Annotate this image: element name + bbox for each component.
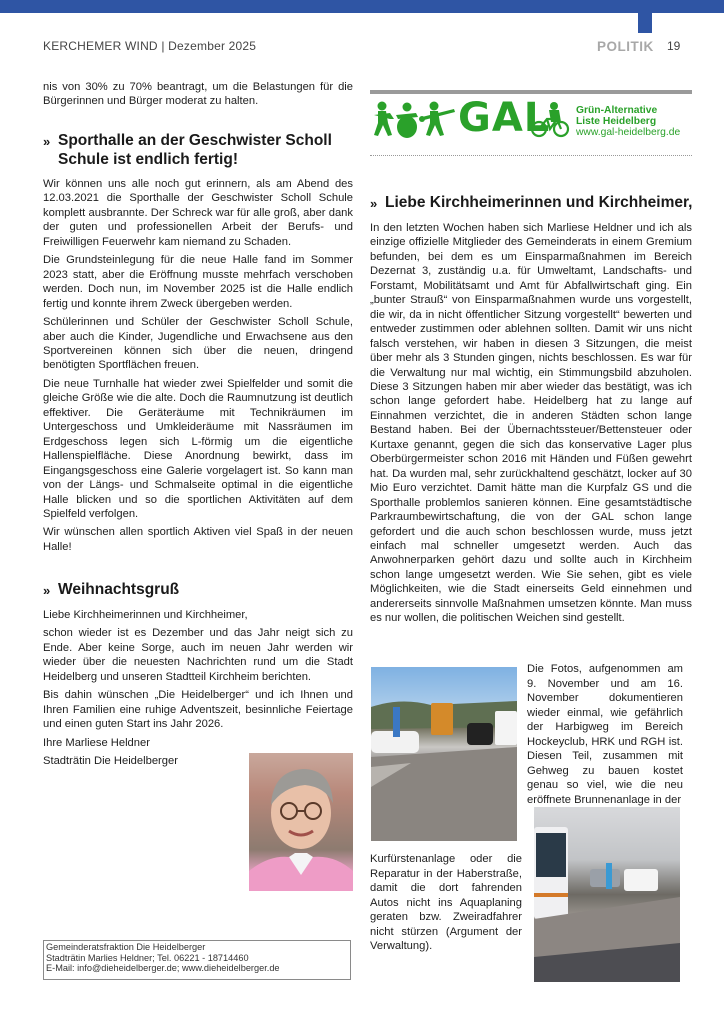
paragraph: schon wieder ist es Dezember und das Jahr neigt sich zu Ende. Aber keine Sorge, auch im neuen Jahr werden wir wieder über die neuesten Nachrichten rund um die Stadt Heidelberg und unseren Stadtteil Kirchheim berichten. <box>43 627 353 683</box>
chevron-icon: » <box>43 583 51 598</box>
chevron-icon: » <box>43 134 51 149</box>
street-photo-harbigweg-2 <box>534 807 680 982</box>
gal-wordmark: GAL <box>458 95 551 141</box>
gal-name-line1: Grün-Alternative <box>576 105 658 116</box>
paragraph: In den letzten Wochen haben sich Marliese Heldner und ich als einzige offizielle Mitglieder des Gemeinderats in einem Gremium befunden, bei dem es um Einsparmaßnahmen im Bereich Dezernat 3, zuständig u.a. für Umweltamt, Landschafts- und Forstamt, Mobilitätsamt und Amt für Abfallwirtschaft ging. Ein „bunter Strauß“ von Einsparmaßnahmen wurde uns vorgestellt, die wir, da in nicht öffentlicher Sitzung vorgestellt“ bewerten und entweder zustimmen oder ablehnen sollten. Damit wir uns nicht falsch verstehen, wir haben in diesen 3 Sitzungen, die meist über mehr als 3 Stunden gingen, nichts beschlossen. Es war für die Verwaltung nur mal wichtig, ein Stimmungsbild abzuholen. Diese 3 Sitzungen haben mir aber wieder das bestätigt, was ich schon lange gefordert habe. Heidelberg hat zu lange auf Einnahmen verzichtet, die in anderen Städten schon lange Bestand haben. Bei der Übernachtssteuer/Bettensteuer oder Kurtaxe genannt, gegen die sich das konservative Lager plus Oberbürgermeister schon 2016 mit Händen und Füßen gewehrt hat. Da wurden mal, sehr zurückhaltend geschätzt, locker auf 30 Mio Euro verzichtet. Damit hätte man die Kurpfalz GS und die Sporthalle problemlos sanieren können. Eine gesamtstädtische Parkraumbewirtschaftung, die von der GAL schon lange gefordert und die auch schon beschlossen wurde, muss jetzt einfach mal schneller umgesetzt werden. Auch das Anwohnerparken gehört dazu und sollte auch in Kirchheim schon lange umgesetzt werden. Wie Sie sehen, gibt es viele Möglichkeiten, wie die Stadt einerseits Geld einnehmen und andererseits sinnvolle Maßnahmen umsetzen könnte. Man muss es nur wollen, die politischen Weichen sind gestellt. <box>370 222 692 625</box>
street-photo-harbigweg-1 <box>371 667 517 841</box>
article-body-sporthalle <box>43 177 353 558</box>
contact-organization: Gemeinderatsfraktion Die Heidelberger <box>46 942 206 952</box>
logo-divider-bottom <box>370 155 692 156</box>
paragraph: Schülerinnen und Schüler der Geschwister Scholl Schule, aber auch die Kinder, Jugendliche und Erwachsene aus den Sportvereinen können sich über die neuen, dringend benötigten Sportflächen freuen. <box>43 316 353 372</box>
section-tab-marker <box>638 13 652 33</box>
gal-website[interactable]: www.gal-heidelberg.de <box>576 127 681 138</box>
page-number: 19 <box>667 39 681 53</box>
paragraph: Wir wünschen allen sportlich Aktiven viel Spaß in der neuen Halle! <box>43 526 353 553</box>
portrait-photo <box>249 753 353 891</box>
contact-phone: Stadträtin Marlies Heldner; Tel. 06221 - 18714460 <box>46 952 249 963</box>
paragraph: Die Grundsteinlegung für die neue Halle fand im Sommer 2023 statt, aber die Eröffnung musste mehrfach verschoben werden. Doch nun, im November 2025 ist die Halle endlich fertig und konnte ihrem Zweck übergeben werden. <box>43 254 353 310</box>
headline-text: Sporthalle an der Geschwister Scholl Schule ist endlich fertig! <box>58 132 332 168</box>
section-label: POLITIK <box>597 39 654 54</box>
bus-street-illustration-icon <box>534 807 680 982</box>
headline-text: Liebe Kirchheimerinnen und Kirchheimer, <box>385 194 693 211</box>
salutation: Liebe Kirchheimerinnen und Kirchheimer, <box>43 609 248 621</box>
gal-name-line2: Liste Heidelberg <box>576 116 657 127</box>
article-headline-liebe-kirchheimer <box>370 193 715 212</box>
top-accent-bar <box>0 0 724 13</box>
contact-info-box <box>43 940 351 980</box>
article-headline-sporthalle <box>43 131 368 169</box>
paragraph: Die neue Turnhalle hat wieder zwei Spielfelder und somit die gleiche Größe wie die alte. Doch die Raumnutzung ist deutlich effektiver. Die Geräteräume mit Technikräumen im Untergeschoss und Umkleideräume mit Nassräumen im Erdgeschoss legen sich L-förmig um die eigentliche Hallenspielfläche. Diese Anordnung bewirkt, dass im Eingangsgeschoss eine Galerie vorgelagert ist. So kann man von der Längs- und Schmalseite optimal in die eigentliche Halle blicken und so die sportlichen Aktivitäten auf dem Spielfeld verfolgen. <box>43 377 353 520</box>
gal-walking-figures-icon <box>372 101 458 139</box>
intro-paragraph <box>43 80 353 113</box>
signature-name: Ihre Marliese Heldner <box>43 736 150 749</box>
intro-text: nis von 30% zu 70% beantragt, um die Belastungen für die Bürgerinnen und Bürger moderat zu halten. <box>43 81 353 108</box>
paragraph: Wir können uns alle noch gut erinnern, als am Abend des 12.03.2021 die Sporthalle der Geschwister Scholl Schule komplett ausbrannte. Der Schreck war für alle groß, aber dank der guten und professionellen Arbeit der Berufs- und Freiwilligen Feuerwehr kam niemand zu Schaden. <box>43 178 353 248</box>
photo-caption-left: Kurfürstenanlage oder die Reparatur in der Haberstraße, damit die dort fahrenden Autos nicht ins Aquaplaning geraten bzw. Zweiradfahrer nicht stürzen (Argument der Verwaltung). <box>370 853 522 952</box>
article-headline-weihnachtsgruss <box>43 580 368 599</box>
gal-logo <box>372 95 692 143</box>
article-body-weihnachtsgruss <box>43 608 353 773</box>
photo-caption-right: Die Fotos, aufgenommen am 9. November und am 16. November dokumentieren wieder einmal, wie gefährlich der Harbigweg im Bereich Hockeyclub, HRK und RGH ist. Diesen Teil, zusammen mit Gehweg zu bauen kostet genau so viel, wie die neu eröffnete Brunnenanlage in der <box>527 663 683 806</box>
headline-text: Weihnachtsgruß <box>58 581 180 598</box>
gal-logo-text <box>576 105 680 138</box>
publication-header: KERCHEMER WIND | Dezember 2025 <box>43 39 257 53</box>
street-scene-illustration-icon <box>371 667 517 841</box>
chevron-icon: » <box>370 196 378 211</box>
portrait-illustration-icon <box>249 753 353 891</box>
paragraph: Bis dahin wünschen „Die Heidelberger“ und ich Ihnen und Ihren Familien eine ruhige Adventszeit, besinnliche Feiertage und einen guten Start ins Jahr 2026. <box>43 689 353 731</box>
article-body-gal <box>370 221 692 630</box>
signature-title: Stadträtin Die Heidelberger <box>43 755 178 768</box>
gal-cyclist-icon <box>530 101 570 139</box>
contact-email-web[interactable]: E-Mail: info@dieheidelberger.de; www.dieheidelberger.de <box>46 963 280 974</box>
logo-divider-top <box>370 90 692 94</box>
